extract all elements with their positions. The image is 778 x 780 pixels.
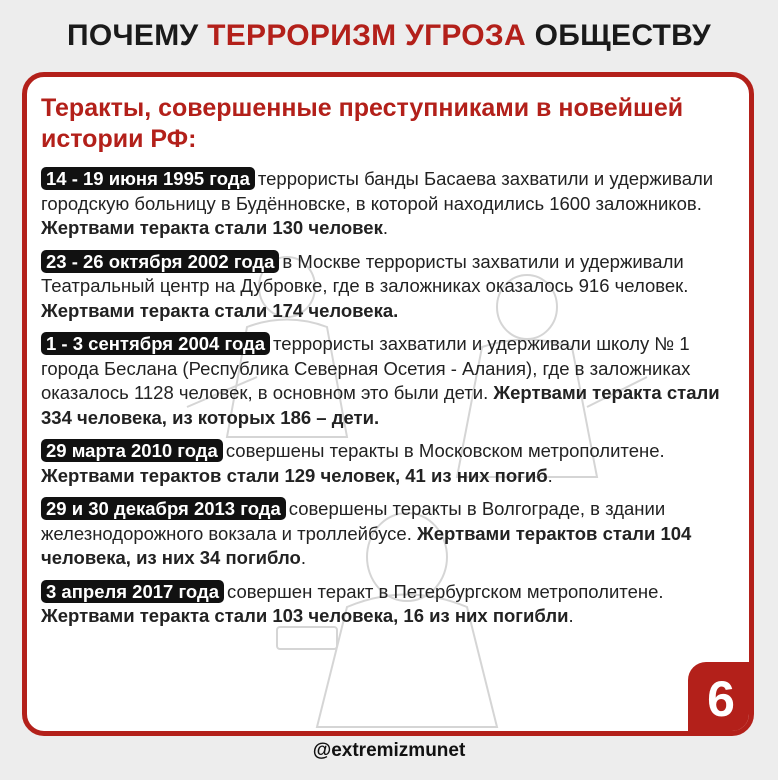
event-date: 1 - 3 сентября 2004 года xyxy=(41,332,270,355)
page-header xyxy=(0,14,778,58)
event-date: 29 и 30 декабря 2013 года xyxy=(41,497,286,520)
social-handle: @extremizmunet xyxy=(312,740,466,761)
event-text: совершен теракт в Петербургском метрополитене. xyxy=(227,580,664,602)
event-tail: . xyxy=(568,605,574,626)
header-part-1: ПОЧЕМУ xyxy=(67,19,208,52)
header-part-2: ТЕРРОРИЗМ УГРОЗА xyxy=(207,19,526,52)
page-number-badge xyxy=(688,662,754,736)
event-casualties: Жертвами теракта стали 130 человек xyxy=(41,217,383,238)
event-date: 14 - 19 июня 1995 года xyxy=(41,167,255,190)
event-text: террористы захватили и удерживали школу № 1 города Беслана (Республика Северная Осетия - Алания), где в заложниках оказалось 1128 человек, в основном это были дети. xyxy=(41,333,691,403)
event-entry-2013 xyxy=(41,497,731,571)
content-card xyxy=(22,72,754,736)
event-date: 23 - 26 октября 2002 года xyxy=(41,250,279,273)
event-entry-2017 xyxy=(41,580,731,629)
event-entry-2002 xyxy=(41,250,731,324)
event-text: совершены теракты в Московском метрополитене. xyxy=(225,440,665,461)
event-date: 29 марта 2010 года xyxy=(41,439,223,462)
event-tail: . xyxy=(382,217,388,238)
event-casualties: Жертвами теракта стали 334 человека, из которых 186 – дети. xyxy=(41,382,720,428)
event-date: 3 апреля 2017 года xyxy=(41,580,224,603)
event-casualties: Жертвами теракта стали 174 человека. xyxy=(41,299,399,321)
event-entry-1995 xyxy=(41,167,731,241)
event-text: в Москве террористы захватили и удерживали Театральный центр на Дубровке, где в заложниках оказалось 916 человек. xyxy=(41,250,689,296)
event-text: совершены теракты в Волгограде, в здании железнодорожного вокзала и троллейбусе. xyxy=(41,498,666,544)
event-casualties: Жертвами терактов стали 104 человека, из них 34 погибло xyxy=(41,522,692,568)
page-number: 6 xyxy=(707,671,735,727)
event-casualties: Жертвами терактов стали 129 человек, 41 из них погиб xyxy=(41,464,548,486)
section-subtitle: Теракты, совершенные преступниками в новейшей истории РФ: xyxy=(41,94,684,153)
event-tail: . xyxy=(547,464,553,486)
header-part-3: ОБЩЕСТВУ xyxy=(526,19,711,52)
event-tail: . xyxy=(300,547,306,568)
event-text: террористы банды Басаева захватили и удерживали городскую больницу в Будённовске, в которой находились 1600 заложников. xyxy=(41,168,714,214)
event-entry-2004 xyxy=(41,332,731,430)
event-entry-2010 xyxy=(41,439,731,488)
event-casualties: Жертвами теракта стали 103 человека, 16 из них погибли xyxy=(41,605,569,626)
